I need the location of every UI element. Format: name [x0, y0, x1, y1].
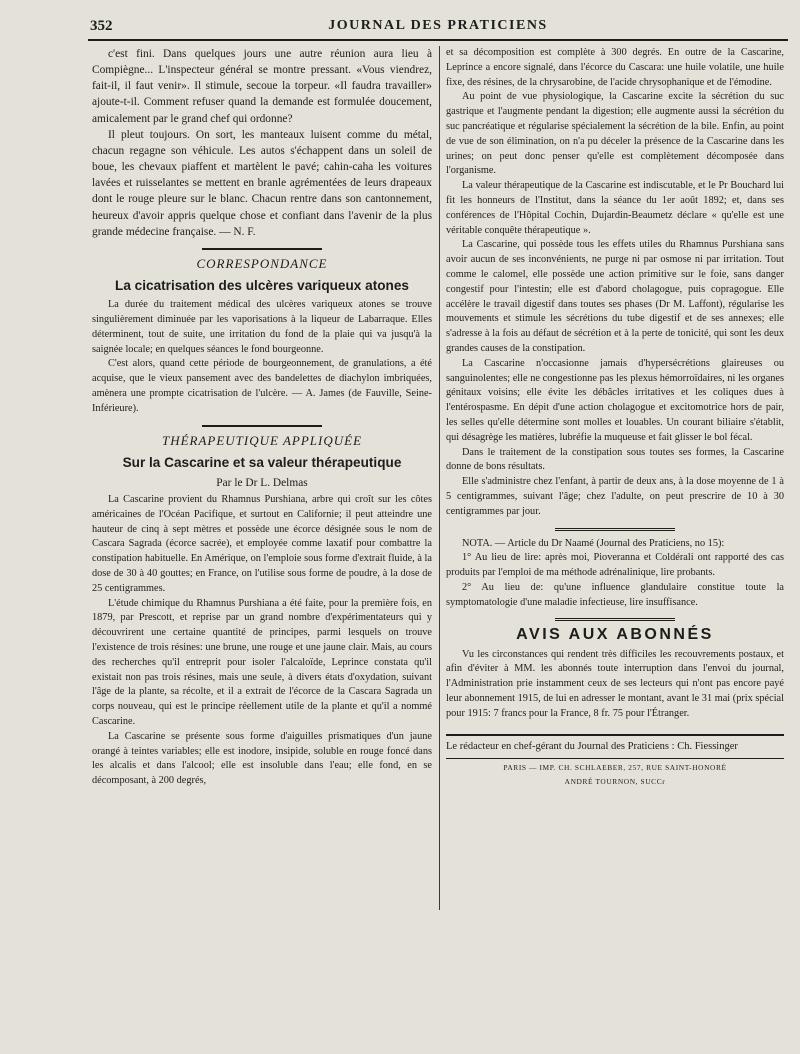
- nota-intro: NOTA. — Article du Dr Naamé (Journal des Praticiens, no 15):: [462, 537, 725, 549]
- rubric-correspondance: CORRESPONDANCE: [196, 255, 328, 271]
- cascarine-paragraph: La Cascarine se présente sous forme d'aiguilles prismatiques d'un jaune orangé à teintes variables; elle est inodore, insipide, soluble en rouge foncé dans les alcalis et dans l'alcool; elle est insoluble dans l'eau; elle fond, en se décomposant, à 200 degrés,: [92, 730, 432, 787]
- avis-paragraph: Vu les circonstances qui rendent très difficiles les recouvrements postaux, et afin d'éviter à MM. les abonnés toute interruption dans l'envoi du journal, l'Administration prie instamment ceux de ses lecteurs qui n'ont pas encore payé leur abonnement 1915, de lui en adresser le montant, avant le 31 mai (prix spécial pour 1915: 7 francs pour la France, 8 fr. 75 pour l'Étranger.: [446, 648, 784, 719]
- section-separator: [202, 425, 322, 427]
- nota-item: 2° Au lieu de: qu'une influence glandulaire constitue toute la symptomatologie d'une maladie infectieuse, lire insuffisance.: [446, 581, 784, 608]
- article-byline: Par le Dr L. Delmas: [216, 476, 308, 489]
- left-paragraph: Il pleut toujours. On sort, les manteaux luisent comme du métal, chacun regagne son véhicule. Les autos s'échappent dans un soleil de boue, les chevaux piaffent et martèlent le pavé; cahin-caha les voitures lavées et ruisselantes se mettent en branle agrémentées de leurs drapeaux dont le rouge pleure sur le blanc. Chacun rentre dans son cantonnement, heureux d'avoir appris quelque chose et confiant dans l'avenir de la plus grande médecine française. — N. F.: [92, 128, 432, 238]
- left-paragraph: c'est fini. Dans quelques jours une autre réunion aura lieu à Compiègne... L'inspecteur général se montre pressant. «Vous viendrez, fait-il, il faut venir». Il stimule, secoue la torpeur. «Il faudra travailler» ajoute-t-il. Comment refuser quand la demande est formulée doucement, amicalement par le grand chef qui ordonne?: [92, 48, 432, 125]
- article-title-cascarine: Sur la Cascarine et sa valeur thérapeutique: [122, 454, 402, 470]
- cascarine-paragraph: Elle s'administre chez l'enfant, à partir de deux ans, à la dose moyenne de 1 à 5 centigrammes, suivant l'âge; chez l'adulte, on peut prescrire de 10 à 30 centigrammes par jour.: [446, 476, 784, 517]
- article-title-ulceres: La cicatrisation des ulcères variqueux atones: [115, 278, 409, 294]
- journal-title: JOURNAL DES PRATICIENS: [328, 18, 548, 33]
- cascarine-paragraph: La Cascarine provient du Rhamnus Purshiana, arbre qui croît sur les côtes américaines de l'Océan Pacifique, et surtout en Californie; il peut atteindre une hauteur de cinq à sept mètres et possède une écorce désignée sous le nom de Cascara Sagrada (écorce sacrée), et employée comme laxatif pour combattre la constipation habituelle. En Amérique, on l'emploie sous forme d'extrait fluide, à la dose de 30 à 40 gouttes; en France, on l'utilise sous forme de poudre, à la dose de 25 centigrammes.: [92, 494, 432, 594]
- printer-line: PARIS — IMP. CH. SCHLAEBER, 257, RUE SAINT-HONORÉ: [503, 762, 727, 772]
- correspondance-paragraph: C'est alors, quand cette période de bourgeonnement, de granulations, a été acquise, que le vieux pansement avec des bandelettes de diachylon imbriquées, amènera une prompte cicatrisation de l'ulcère. — A. James (de Fauville, Seine-Inférieure).: [92, 358, 432, 414]
- section-separator: [555, 618, 675, 621]
- printer-line: ANDRÉ TOURNON, SUCCr: [564, 776, 666, 786]
- cascarine-paragraph: La Cascarine, qui possède tous les effets utiles du Rhamnus Purshiana sans avoir aucun de ses inconvénients, ne purge ni par osmose ni par irritation. Tout comme le calomel, elle possède une action primitive sur le foie, sans danger congestif pour l'intestin; elle est d'abord cholagogue, puis copragogue. Elle accélère le travail digestif dans toutes ses phases (Dr M. Laffont), régularise les mouvements et stimule les sécrétions du tube digestif et de ses annexes; elle s'adresse à la fois au défaut de sécrétion et à la perte de tonicité, qui sont les deux grandes causes de la constipation.: [446, 239, 784, 354]
- footer-rule: [446, 758, 784, 759]
- right-column: [446, 46, 784, 787]
- avis-title: AVIS AUX ABONNÉS: [516, 626, 714, 644]
- header-rule: [88, 39, 788, 41]
- page-number: 352: [90, 18, 113, 34]
- rubric-therapeutique: THÉRAPEUTIQUE APPLIQUÉE: [161, 432, 363, 448]
- cascarine-paragraph: La Cascarine n'occasionne jamais d'hypersécrétions glaireuses ou sanguinolentes; elle ne congestionne pas les plexus hémorroïdaires, ni les organes génitaux voisins; elle évite les débâcles irritatives et les coliques dues à l'entérospasme. En dépit d'une action cholagogue et excitomotrice hors de pair, les selles qu'elle détermine sont molles et louables. Un courant biliaire s'établit, qui désagrège les matières, lubréfie la muqueuse et fait glisser le bol fécal.: [446, 357, 784, 443]
- page-header: [88, 10, 788, 40]
- cascarine-paragraph: La valeur thérapeutique de la Cascarine est indiscutable, et le Pr Bouchard lui fit les honneurs de l'Institut, dans la séance du 1er août 1892; et, dans ses conférences de l'Hôpital Cochin, Dujardin-Beaumetz déclare « qu'elle est une véritable conquête thérapeutique ».: [446, 180, 784, 236]
- correspondance-paragraph: La durée du traitement médical des ulcères variqueux atones se trouve singulièrement diminuée par les vaporisations à la liqueur de Labarraque. Elles déterminent, tout de suite, une irritation du fond de la plaie qui va jusqu'à la saignée locale; en quelques séances le fond bourgeonne.: [92, 299, 432, 355]
- left-column: [92, 46, 432, 789]
- cascarine-paragraph: L'étude chimique du Rhamnus Purshiana a été faite, pour la première fois, en 1879, par Prescott, et reprise par un grand nombre d'expérimentateurs qui y découvrirent une certaine quantité de principes, parmi lesquels on trouve l'existence de trois résines: une brune, une rouge et une jaune clair. Mais, au cours des recherches qu'il entreprit pour isoler l'alcaloïde, Leprince constata qu'il existait non pas trois résines, mais une seule, à divers états d'oxydation, suivant l'âge de la plante, sa récolte, et il a extrait de l'écorce de la Cascara Sagrada un corps nouveau, qui est le principe réellement utile de la plante et qu'il a nommé Cascarine.: [92, 597, 432, 727]
- cascarine-paragraph: Dans le traitement de la constipation sous toutes ses formes, la Cascarine donne de bons résultats.: [446, 446, 784, 473]
- nota-item: 1° Au lieu de lire: après moi, Pioveranna et Coldérali ont rapporté des cas produits par l'emploi de ma méthode adrénalinique, lire probants.: [446, 552, 784, 579]
- section-separator: [555, 528, 675, 531]
- section-separator: [202, 248, 322, 250]
- column-divider: [439, 46, 440, 910]
- cascarine-paragraph: et sa décomposition est complète à 300 degrés. En outre de la Cascarine, Leprince a encore signalé, dans l'écorce du Cascara: une huile volatile, une huile fixe, des résines, de la chrysarobine, de l'acide chrysophanique et de l'émodine.: [446, 47, 784, 88]
- cascarine-paragraph: Au point de vue physiologique, la Cascarine excite la sécrétion du suc gastrique et l'augmente pendant la digestion; elle augmente aussi la sécrétion du suc pancréatique et régularise spécialement la sécrétion de la bile. Enfin, au point de vue de son élimination, on n'a pu déceler la présence de la Cascarine dans les urines; on peut donc penser qu'elle est complètement décomposée dans l'organisme.: [446, 91, 784, 177]
- redacteur-line: Le rédacteur en chef-gérant du Journal des Praticiens : Ch. Fiessinger: [446, 740, 738, 752]
